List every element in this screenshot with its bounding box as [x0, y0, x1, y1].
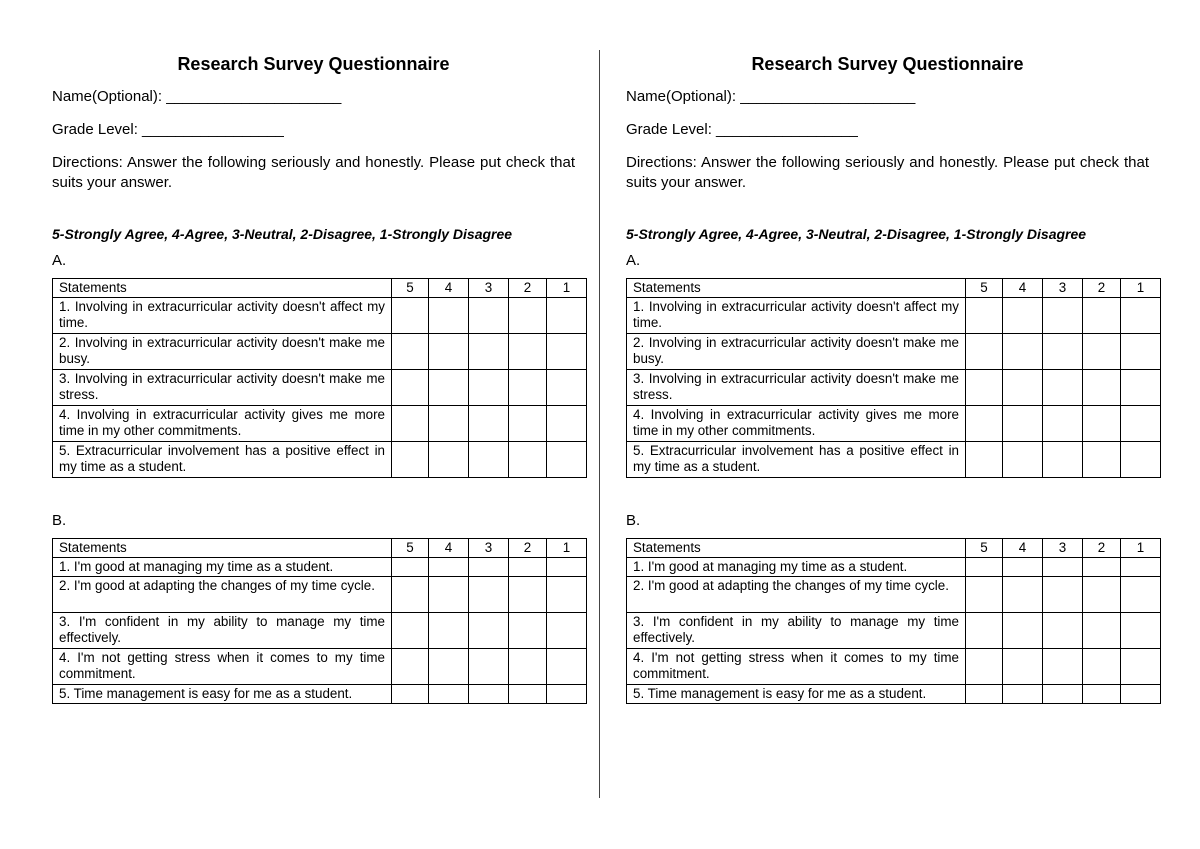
table-row [53, 558, 587, 577]
rating-2-checkbox[interactable] [509, 406, 547, 442]
table-row [53, 406, 587, 442]
rating-3-checkbox[interactable] [469, 442, 509, 478]
statement-text: 1. Involving in extracurricular activity doesn't affect my time. [53, 298, 392, 334]
statement-text: 1. I'm good at managing my time as a student. [53, 558, 392, 577]
statement-text: 5. Extracurricular involvement has a positive effect in my time as a student. [627, 442, 966, 478]
rating-3-checkbox[interactable] [469, 613, 509, 649]
rating-5-checkbox[interactable] [966, 558, 1003, 577]
table-row [53, 613, 587, 649]
rating-4-checkbox[interactable] [1003, 406, 1043, 442]
rating-5-checkbox[interactable] [392, 442, 429, 478]
grade-level-field[interactable]: Grade Level: _________________ [52, 121, 284, 138]
rating-3-checkbox[interactable] [469, 334, 509, 370]
rating-5-checkbox[interactable] [392, 577, 429, 613]
scale-legend: 5-Strongly Agree, 4-Agree, 3-Neutral, 2-Disagree, 1-Strongly Disagree [626, 226, 1087, 242]
rating-2-checkbox[interactable] [1083, 370, 1121, 406]
table-row [627, 370, 1161, 406]
rating-1-checkbox[interactable] [1121, 577, 1161, 613]
rating-3-checkbox[interactable] [1043, 685, 1083, 704]
rating-5-checkbox[interactable] [392, 406, 429, 442]
scale-3-header: 3 [469, 279, 509, 298]
rating-2-checkbox[interactable] [1083, 577, 1121, 613]
scale-legend: 5-Strongly Agree, 4-Agree, 3-Neutral, 2-Disagree, 1-Strongly Disagree [52, 226, 513, 242]
statements-header: Statements [627, 539, 966, 558]
statement-text: 1. I'm good at managing my time as a student. [627, 558, 966, 577]
directions-text: Directions: Answer the following seriously and honestly. Please put check that suits your answer. [626, 154, 1149, 191]
table-row [627, 613, 1161, 649]
table-row [627, 685, 1161, 704]
statement-text: 4. I'm not getting stress when it comes to my time commitment. [53, 649, 392, 685]
scale-1-header: 1 [547, 539, 587, 558]
rating-3-checkbox[interactable] [1043, 577, 1083, 613]
rating-3-checkbox[interactable] [1043, 406, 1083, 442]
scale-5-header: 5 [966, 279, 1003, 298]
table-row [627, 649, 1161, 685]
rating-3-checkbox[interactable] [1043, 370, 1083, 406]
scale-5-header: 5 [966, 539, 1003, 558]
page-divider [599, 50, 600, 798]
rating-1-checkbox[interactable] [547, 370, 587, 406]
rating-4-checkbox[interactable] [1003, 613, 1043, 649]
rating-1-checkbox[interactable] [1121, 298, 1161, 334]
rating-1-checkbox[interactable] [547, 649, 587, 685]
rating-3-checkbox[interactable] [1043, 613, 1083, 649]
table-header-row [627, 279, 1161, 298]
rating-1-checkbox[interactable] [1121, 685, 1161, 704]
rating-4-checkbox[interactable] [429, 685, 469, 704]
rating-5-checkbox[interactable] [966, 370, 1003, 406]
table-row [627, 442, 1161, 478]
rating-5-checkbox[interactable] [966, 298, 1003, 334]
statement-text: 2. Involving in extracurricular activity doesn't make me busy. [53, 334, 392, 370]
rating-4-checkbox[interactable] [1003, 370, 1043, 406]
rating-2-checkbox[interactable] [509, 442, 547, 478]
rating-4-checkbox[interactable] [1003, 334, 1043, 370]
rating-3-checkbox[interactable] [1043, 298, 1083, 334]
table-header-row [53, 279, 587, 298]
rating-2-checkbox[interactable] [509, 649, 547, 685]
scale-1-header: 1 [547, 279, 587, 298]
table-row [627, 298, 1161, 334]
statement-text: 4. Involving in extracurricular activity gives me more time in my other commitments. [627, 406, 966, 442]
rating-5-checkbox[interactable] [966, 442, 1003, 478]
questionnaire-right [626, 52, 1149, 704]
scale-1-header: 1 [1121, 279, 1161, 298]
table-row [53, 685, 587, 704]
statement-text: 5. Time management is easy for me as a student. [627, 685, 966, 704]
rating-3-checkbox[interactable] [469, 370, 509, 406]
statement-text: 1. Involving in extracurricular activity doesn't affect my time. [627, 298, 966, 334]
table-row [627, 334, 1161, 370]
scale-4-header: 4 [1003, 279, 1043, 298]
section-a-label: A. [52, 252, 67, 269]
rating-1-checkbox[interactable] [547, 406, 587, 442]
section-a-table [626, 278, 1161, 478]
name-field[interactable]: Name(Optional): _____________________ [626, 88, 916, 105]
rating-5-checkbox[interactable] [966, 406, 1003, 442]
rating-3-checkbox[interactable] [1043, 558, 1083, 577]
grade-level-field[interactable]: Grade Level: _________________ [626, 121, 858, 138]
rating-2-checkbox[interactable] [509, 370, 547, 406]
scale-3-header: 3 [1043, 539, 1083, 558]
rating-5-checkbox[interactable] [966, 613, 1003, 649]
statement-text: 5. Time management is easy for me as a student. [53, 685, 392, 704]
statement-text: 2. Involving in extracurricular activity doesn't make me busy. [627, 334, 966, 370]
rating-4-checkbox[interactable] [429, 406, 469, 442]
table-row [53, 577, 587, 613]
scale-2-header: 2 [509, 279, 547, 298]
scale-4-header: 4 [429, 279, 469, 298]
rating-2-checkbox[interactable] [1083, 298, 1121, 334]
rating-1-checkbox[interactable] [1121, 558, 1161, 577]
statement-text: 2. I'm good at adapting the changes of my time cycle. [627, 577, 966, 613]
scale-3-header: 3 [1043, 279, 1083, 298]
section-b-table [626, 538, 1161, 704]
rating-1-checkbox[interactable] [1121, 442, 1161, 478]
rating-4-checkbox[interactable] [1003, 649, 1043, 685]
rating-1-checkbox[interactable] [1121, 370, 1161, 406]
rating-4-checkbox[interactable] [429, 558, 469, 577]
rating-4-checkbox[interactable] [1003, 442, 1043, 478]
section-a-table [52, 278, 587, 478]
rating-2-checkbox[interactable] [1083, 558, 1121, 577]
rating-1-checkbox[interactable] [1121, 334, 1161, 370]
scale-2-header: 2 [1083, 539, 1121, 558]
rating-1-checkbox[interactable] [1121, 613, 1161, 649]
rating-1-checkbox[interactable] [547, 558, 587, 577]
table-header-row [627, 539, 1161, 558]
table-row [627, 558, 1161, 577]
statement-text: 3. I'm confident in my ability to manage my time effectively. [627, 613, 966, 649]
statement-text: 3. Involving in extracurricular activity doesn't make me stress. [627, 370, 966, 406]
rating-4-checkbox[interactable] [429, 334, 469, 370]
questionnaire-left [52, 52, 575, 704]
rating-1-checkbox[interactable] [547, 334, 587, 370]
rating-3-checkbox[interactable] [469, 577, 509, 613]
scale-4-header: 4 [429, 539, 469, 558]
rating-5-checkbox[interactable] [392, 613, 429, 649]
rating-3-checkbox[interactable] [469, 685, 509, 704]
statements-header: Statements [627, 279, 966, 298]
scale-2-header: 2 [509, 539, 547, 558]
section-b-label: B. [626, 512, 641, 529]
rating-2-checkbox[interactable] [509, 685, 547, 704]
rating-3-checkbox[interactable] [469, 298, 509, 334]
rating-1-checkbox[interactable] [547, 577, 587, 613]
rating-5-checkbox[interactable] [392, 370, 429, 406]
page-title: Research Survey Questionnaire [177, 54, 450, 74]
scale-2-header: 2 [1083, 279, 1121, 298]
name-field[interactable]: Name(Optional): _____________________ [52, 88, 342, 105]
rating-2-checkbox[interactable] [509, 298, 547, 334]
rating-2-checkbox[interactable] [1083, 685, 1121, 704]
rating-1-checkbox[interactable] [547, 298, 587, 334]
table-row [53, 298, 587, 334]
rating-3-checkbox[interactable] [1043, 334, 1083, 370]
rating-3-checkbox[interactable] [469, 649, 509, 685]
scale-5-header: 5 [392, 279, 429, 298]
rating-5-checkbox[interactable] [392, 298, 429, 334]
rating-2-checkbox[interactable] [1083, 442, 1121, 478]
rating-2-checkbox[interactable] [1083, 334, 1121, 370]
rating-4-checkbox[interactable] [429, 442, 469, 478]
rating-5-checkbox[interactable] [392, 685, 429, 704]
scale-5-header: 5 [392, 539, 429, 558]
rating-1-checkbox[interactable] [547, 685, 587, 704]
table-row [627, 577, 1161, 613]
rating-5-checkbox[interactable] [392, 558, 429, 577]
statements-header: Statements [53, 539, 392, 558]
rating-3-checkbox[interactable] [469, 558, 509, 577]
statements-header: Statements [53, 279, 392, 298]
statement-text: 5. Extracurricular involvement has a positive effect in my time as a student. [53, 442, 392, 478]
rating-4-checkbox[interactable] [1003, 685, 1043, 704]
rating-4-checkbox[interactable] [1003, 577, 1043, 613]
table-row [53, 370, 587, 406]
statement-text: 3. I'm confident in my ability to manage my time effectively. [53, 613, 392, 649]
rating-2-checkbox[interactable] [509, 558, 547, 577]
statement-text: 3. Involving in extracurricular activity doesn't make me stress. [53, 370, 392, 406]
section-b-table [52, 538, 587, 704]
rating-1-checkbox[interactable] [1121, 406, 1161, 442]
rating-4-checkbox[interactable] [429, 298, 469, 334]
table-row [53, 442, 587, 478]
scale-4-header: 4 [1003, 539, 1043, 558]
rating-2-checkbox[interactable] [1083, 613, 1121, 649]
rating-1-checkbox[interactable] [1121, 649, 1161, 685]
rating-4-checkbox[interactable] [1003, 298, 1043, 334]
rating-4-checkbox[interactable] [429, 613, 469, 649]
rating-4-checkbox[interactable] [429, 649, 469, 685]
section-b-label: B. [52, 512, 67, 529]
table-row [53, 649, 587, 685]
table-header-row [53, 539, 587, 558]
rating-1-checkbox[interactable] [547, 442, 587, 478]
rating-5-checkbox[interactable] [392, 649, 429, 685]
rating-2-checkbox[interactable] [509, 613, 547, 649]
statement-text: 4. I'm not getting stress when it comes to my time commitment. [627, 649, 966, 685]
scale-1-header: 1 [1121, 539, 1161, 558]
rating-5-checkbox[interactable] [966, 649, 1003, 685]
rating-2-checkbox[interactable] [1083, 406, 1121, 442]
rating-3-checkbox[interactable] [1043, 649, 1083, 685]
statement-text: 2. I'm good at adapting the changes of my time cycle. [53, 577, 392, 613]
rating-1-checkbox[interactable] [547, 613, 587, 649]
rating-3-checkbox[interactable] [469, 406, 509, 442]
rating-4-checkbox[interactable] [429, 577, 469, 613]
rating-2-checkbox[interactable] [1083, 649, 1121, 685]
scale-3-header: 3 [469, 539, 509, 558]
rating-4-checkbox[interactable] [1003, 558, 1043, 577]
rating-3-checkbox[interactable] [1043, 442, 1083, 478]
directions-text: Directions: Answer the following seriously and honestly. Please put check that suits your answer. [52, 154, 575, 191]
rating-5-checkbox[interactable] [966, 577, 1003, 613]
section-a-label: A. [626, 252, 641, 269]
table-row [53, 334, 587, 370]
rating-2-checkbox[interactable] [509, 577, 547, 613]
rating-4-checkbox[interactable] [429, 370, 469, 406]
rating-2-checkbox[interactable] [509, 334, 547, 370]
rating-5-checkbox[interactable] [966, 685, 1003, 704]
page-title: Research Survey Questionnaire [751, 54, 1024, 74]
statement-text: 4. Involving in extracurricular activity gives me more time in my other commitments. [53, 406, 392, 442]
rating-5-checkbox[interactable] [966, 334, 1003, 370]
rating-5-checkbox[interactable] [392, 334, 429, 370]
table-row [627, 406, 1161, 442]
